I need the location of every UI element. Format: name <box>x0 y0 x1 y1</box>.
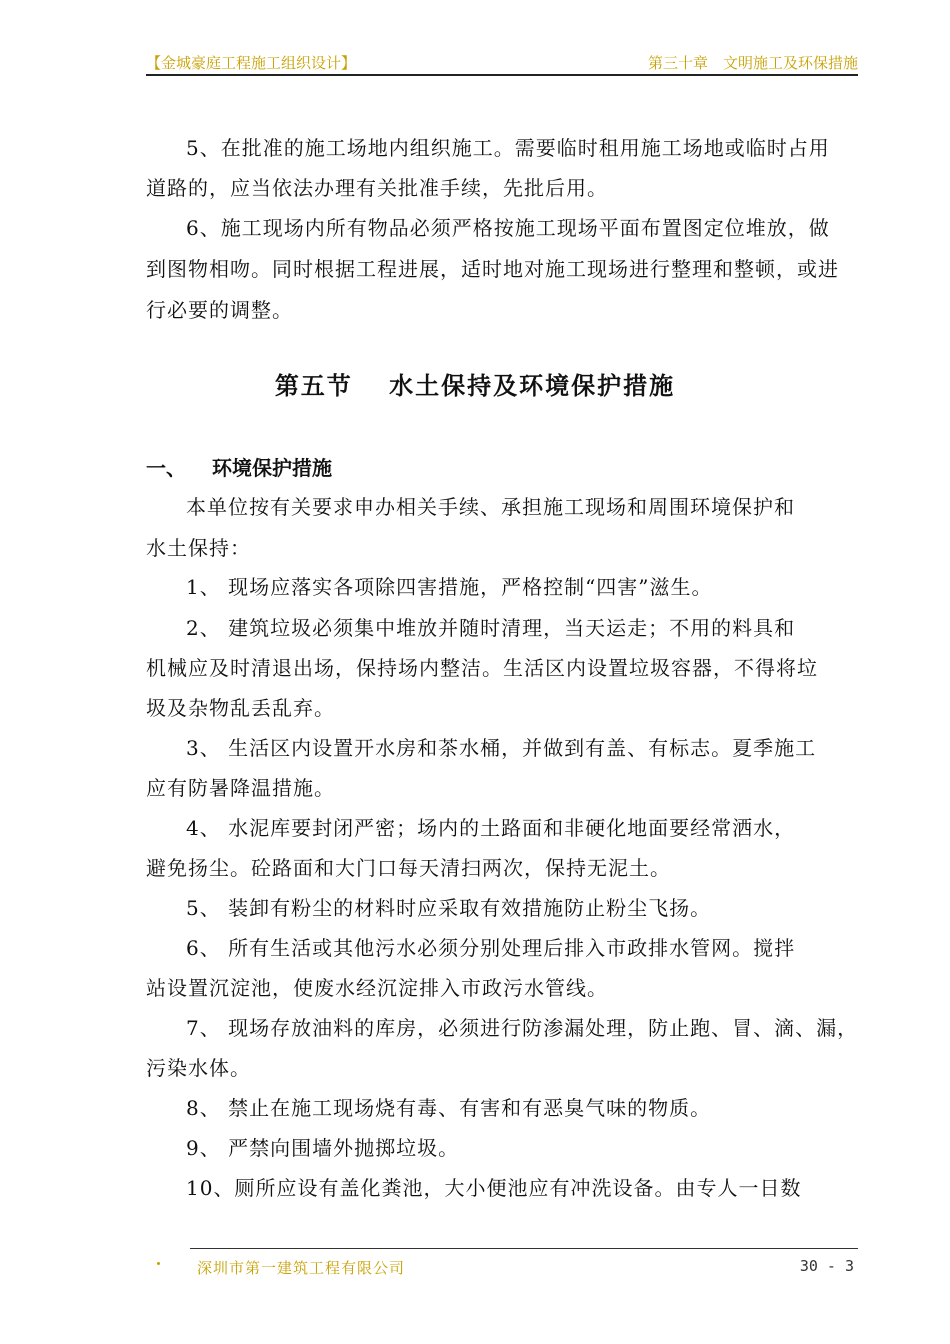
paragraph-item-6-line2: 到图物相吻。同时根据工程进展，适时地对施工现场进行整理和整顿，或进 <box>146 257 839 281</box>
paragraph-item-5-line2: 道路的，应当依法办理有关批准手续，先批后用。 <box>146 176 608 200</box>
list-item-2-line3: 圾及杂物乱丢乱弃。 <box>146 696 335 720</box>
list-item-2-line1: 2、 建筑垃圾必须集中堆放并随时清理，当天运走；不用的料具和 <box>186 616 796 640</box>
header-document-title: 【金城豪庭工程施工组织设计】 <box>146 54 357 72</box>
sub-heading-title: 环境保护措施 <box>212 456 332 480</box>
footer-dot <box>157 1262 160 1265</box>
intro-line1: 本单位按有关要求申办相关手续、承担施工现场和周围环境保护和 <box>186 495 795 519</box>
footer-page-number: 30 - 3 <box>799 1257 854 1275</box>
list-item-8: 8、 禁止在施工现场烧有毒、有害和有恶臭气味的物质。 <box>186 1096 712 1120</box>
footer-company-name: 深圳市第一建筑工程有限公司 <box>197 1259 406 1277</box>
list-item-4-line2: 避免扬尘。砼路面和大门口每天清扫两次，保持无泥土。 <box>146 856 671 880</box>
list-item-2-line2: 机械应及时清退出场，保持场内整洁。生活区内设置垃圾容器，不得将垃 <box>146 656 818 680</box>
list-item-3-line1: 3、 生活区内设置开水房和茶水桶，并做到有盖、有标志。夏季施工 <box>186 736 817 760</box>
sub-heading-number: 一、 <box>146 456 186 480</box>
list-item-5: 5、 装卸有粉尘的材料时应采取有效措施防止粉尘飞扬。 <box>186 896 712 920</box>
list-item-7-line2: 污染水体。 <box>146 1056 251 1080</box>
intro-line2: 水土保持： <box>146 536 251 560</box>
list-item-6-line2: 站设置沉淀池，使废水经沉淀排入市政污水管线。 <box>146 976 608 1000</box>
paragraph-item-6-line3: 行必要的调整。 <box>146 298 293 322</box>
sub-heading <box>146 452 332 481</box>
section-title: 第五节 水土保持及环境保护措施 <box>274 372 676 400</box>
paragraph-item-6-line1: 6、施工现场内所有物品必须严格按施工现场平面布置图定位堆放，做 <box>186 216 830 240</box>
list-item-3-line2: 应有防暑降温措施。 <box>146 776 335 800</box>
list-item-7-line1: 7、 现场存放油料的库房，必须进行防渗漏处理，防止跑、冒、滴、漏， <box>186 1016 859 1040</box>
paragraph-item-5-line1: 5、在批准的施工场地内组织施工。需要临时租用施工场地或临时占用 <box>186 136 830 160</box>
list-item-10: 10、厕所应设有盖化粪池，大小便池应有冲洗设备。由专人一日数 <box>186 1176 802 1200</box>
header-chapter-title: 第三十章 文明施工及环保措施 <box>647 54 858 72</box>
list-item-6-line1: 6、 所有生活或其他污水必须分别处理后排入市政排水管网。搅拌 <box>186 936 796 960</box>
list-item-9: 9、 严禁向围墙外抛掷垃圾。 <box>186 1136 460 1160</box>
footer-divider <box>190 1248 858 1249</box>
list-item-1: 1、 现场应落实各项除四害措施，严格控制“四害”滋生。 <box>186 575 713 599</box>
list-item-4-line1: 4、 水泥库要封闭严密；场内的土路面和非硬化地面要经常洒水， <box>186 816 796 840</box>
page-header <box>146 50 858 76</box>
